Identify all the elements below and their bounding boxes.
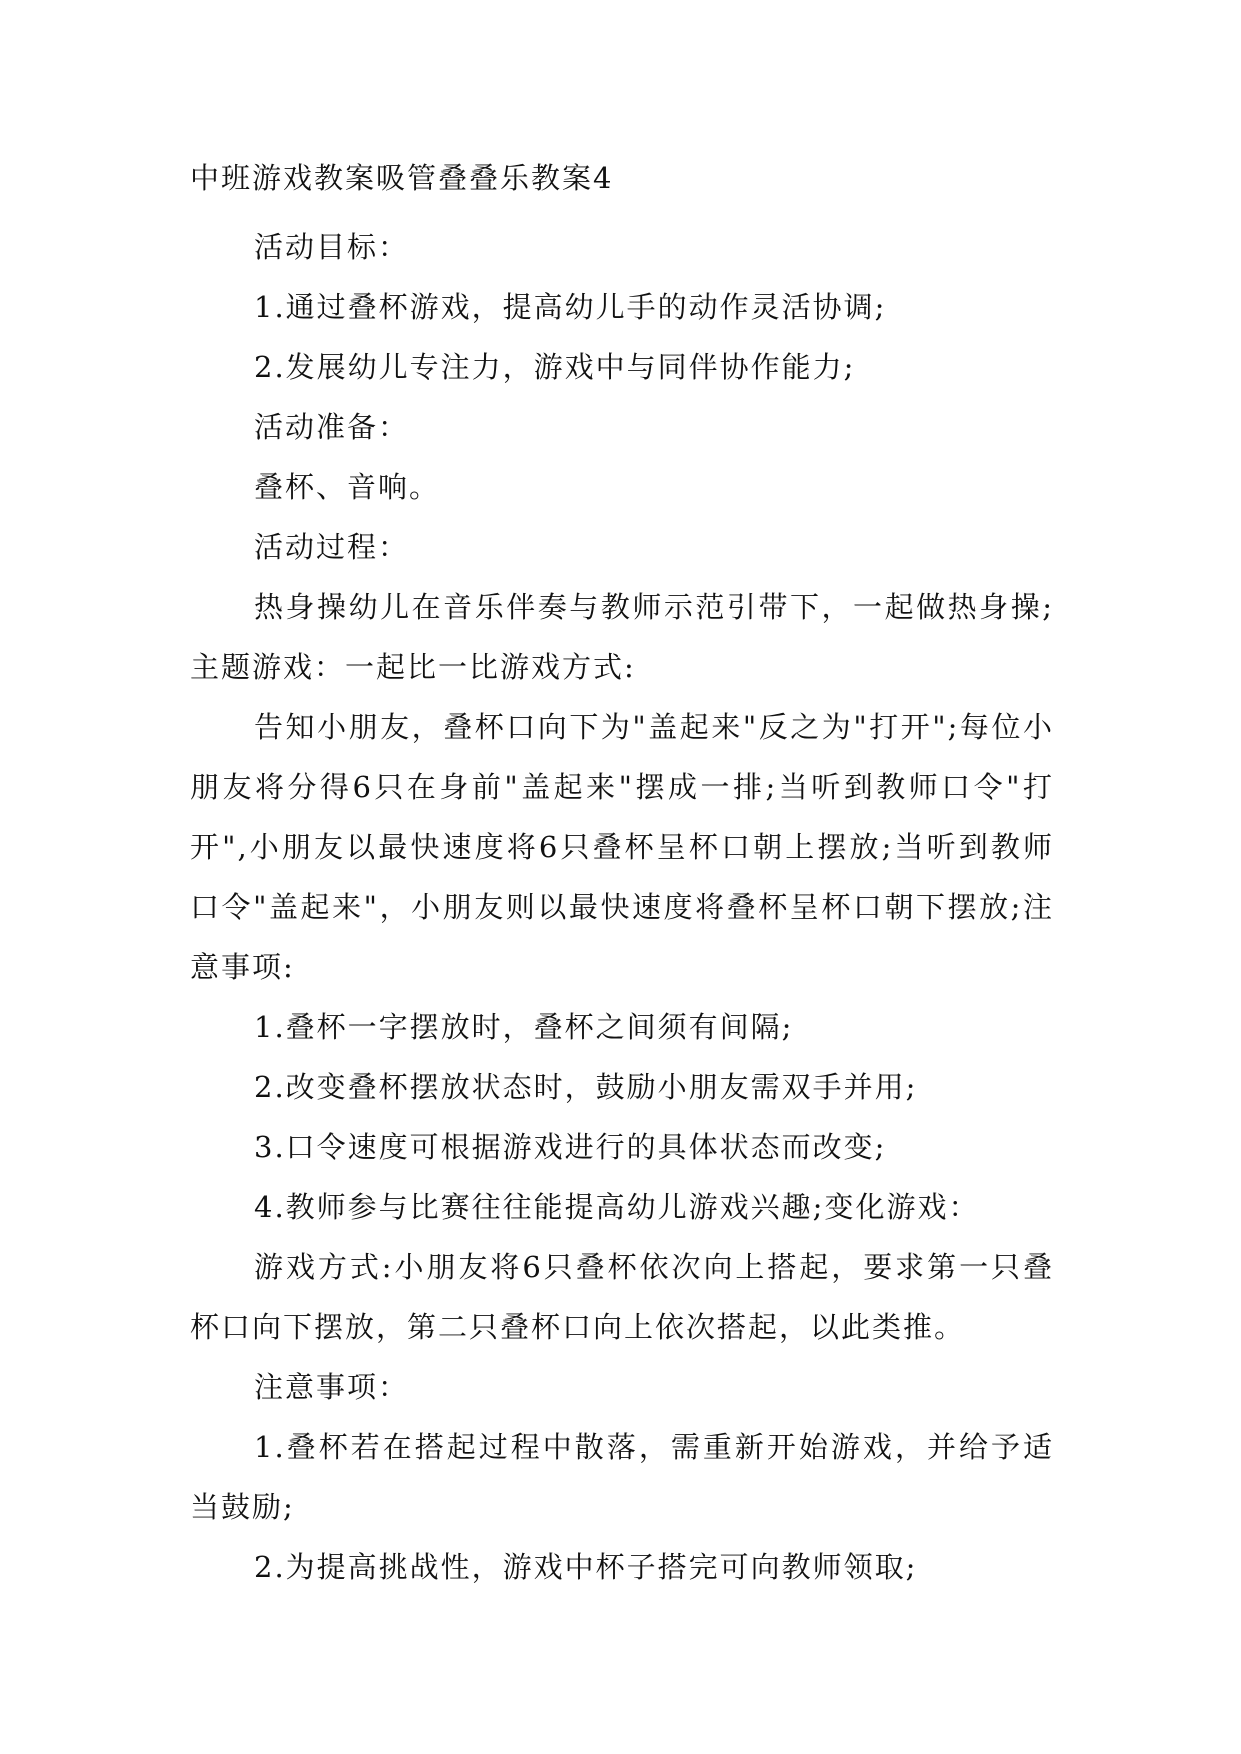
paragraph-game-rules: 告知小朋友，叠杯口向下为"盖起来"反之为"打开";每位小朋友将分得6只在身前"盖起来"摆成一排;当听到教师口令"打开",小朋友以最快速度将6只叠杯呈杯口朝上摆放;当听到教师口令"盖起来"，小朋友则以最快速度将叠杯呈杯口朝下摆放;注意事项: xyxy=(190,710,1054,984)
paragraph-warmup: 热身操幼儿在音乐伴奏与教师示范引带下，一起做热身操;主题游戏：一起比一比游戏方式: xyxy=(190,590,1054,684)
paragraph-preparation-heading: 活动准备： xyxy=(254,410,410,444)
paragraph-note-2: 2.改变叠杯摆放状态时，鼓励小朋友需双手并用; xyxy=(254,1070,918,1104)
paragraph-objectives-heading: 活动目标： xyxy=(254,230,410,264)
paragraph-variation-note-1: 1.叠杯若在搭起过程中散落，需重新开始游戏，并给予适当鼓励; xyxy=(190,1430,1054,1524)
document-body xyxy=(190,158,1054,1597)
paragraph-note-4: 4.教师参与比赛往往能提高幼儿游戏兴趣;变化游戏： xyxy=(254,1190,980,1224)
paragraph-variation-method: 游戏方式:小朋友将6只叠杯依次向上搭起，要求第一只叠杯口向下摆放，第二只叠杯口向上依次搭起，以此类推。 xyxy=(190,1250,1054,1344)
paragraph-notes-heading: 注意事项： xyxy=(254,1370,410,1404)
document-title: 中班游戏教案吸管叠叠乐教案4 xyxy=(190,161,614,195)
paragraph-note-1: 1.叠杯一字摆放时，叠杯之间须有间隔; xyxy=(254,1010,794,1044)
paragraph-objective-2: 2.发展幼儿专注力，游戏中与同伴协作能力; xyxy=(254,350,856,384)
paragraph-process-heading: 活动过程： xyxy=(254,530,410,564)
paragraph-note-3: 3.口令速度可根据游戏进行的具体状态而改变; xyxy=(254,1130,887,1164)
paragraph-preparation-items: 叠杯、音响。 xyxy=(254,470,441,504)
paragraph-variation-note-2: 2.为提高挑战性，游戏中杯子搭完可向教师领取; xyxy=(254,1550,918,1584)
paragraph-objective-1: 1.通过叠杯游戏，提高幼儿手的动作灵活协调; xyxy=(254,290,887,324)
